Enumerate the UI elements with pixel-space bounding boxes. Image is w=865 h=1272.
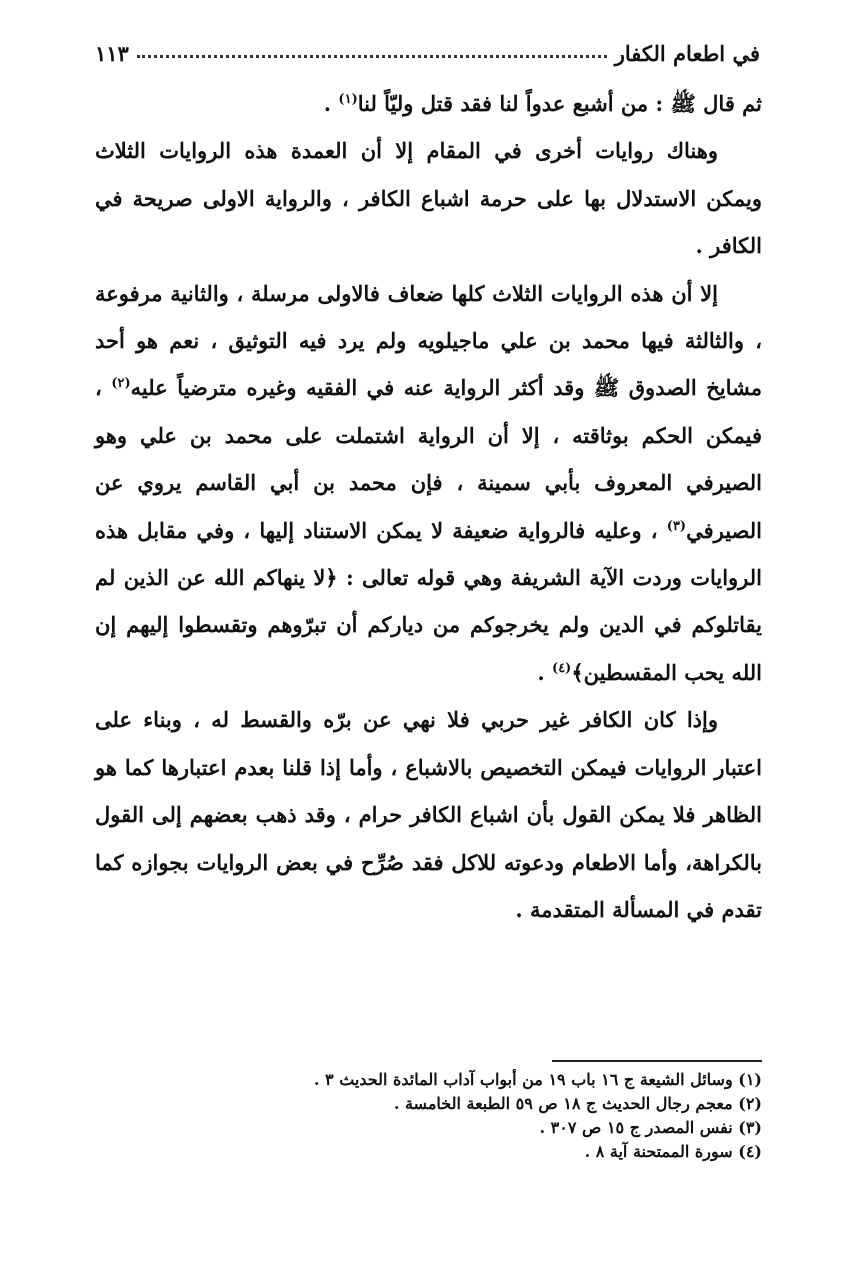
page-number: ١١٣ bbox=[95, 41, 129, 66]
quran-quote: ﴿لا ينهاكم الله عن الذين لم يقاتلوكم في الدين ولم يخرجوكم من دياركم أن تبرّوهم وتقسطوا إليهم إن الله يحب المقسطين﴾ bbox=[95, 565, 762, 685]
paragraph bbox=[95, 127, 762, 269]
paragraph-text: ، فيمكن الحكم بوثاقته ، إلا أن الرواية اشتملت على محمد بن علي وهو الصيرفي المعروف بأبي سمينة ، فإن محمد بن أبي القاسم يروي عن الصيرفي bbox=[95, 375, 762, 543]
paragraph-text: إلا أن هذه الروايات الثلاث كلها ضعاف فالاولى مرسلة ، والثانية مرفوعة ، والثالثة فيها محمد بن علي ماجيلويه ولم يرد فيه التوثيق ، نعم هو أحد مشايخ الصدوق ﷺ وقد أكثر الرواية عنه في الفقيه وغيره مترضياً عليه bbox=[95, 280, 762, 401]
footnote-ref: (٤) bbox=[552, 660, 572, 676]
footnote-ref: (٢) bbox=[111, 376, 131, 392]
paragraph bbox=[95, 270, 762, 697]
paragraph-text: وإذا كان الكافر غير حربي فلا نهي عن برّه والقسط له ، وبناء على اعتبار الروايات فيمكن التخصيص بالاشباع ، وأما إذا قلنا بعدم اعتبارها كما هو الظاهر فلا يمكن القول بأن اشباع الكافر حرام ، وقد ذهب بعضهم إلى القول بالكراهة، وأما الاطعام ودعوته للاكل فقد صُرِّح في بعض الروايات بجوازه كما تقدم في المسألة المتقدمة . bbox=[95, 707, 762, 922]
paragraph-text: وهناك روايات أخرى في المقام إلا أن العمدة هذه الروايات الثلاث ويمكن الاستدلال بها على حرمة اشباع الكافر ، والرواية الاولى صريحة في الكافر . bbox=[95, 138, 762, 259]
footnote: (١) وسائل الشيعة ج ١٦ باب ١٩ من أبواب آداب المائدة الحديث ٣ . bbox=[313, 1070, 762, 1089]
footnote: (٤) سورة الممتحنة آية ٨ . bbox=[584, 1142, 762, 1161]
paragraph-tail: . bbox=[323, 91, 339, 116]
footnotes bbox=[95, 1068, 762, 1164]
footnote-ref: (١) bbox=[338, 92, 358, 107]
dot-leader bbox=[137, 55, 607, 58]
running-header bbox=[95, 30, 760, 66]
footnote-separator bbox=[552, 1060, 762, 1062]
paragraph bbox=[95, 80, 762, 127]
paragraph-tail: . bbox=[537, 659, 553, 685]
paragraph-text: ، وعليه فالرواية ضعيفة لا يمكن الاستناد إليها ، وفي مقابل هذه الروايات وردت الآية الشريفة وهي قوله تعالى : bbox=[95, 517, 763, 591]
footnote: (٢) معجم رجال الحديث ج ١٨ ص ٥٩ الطبعة الخامسة . bbox=[393, 1094, 762, 1113]
footnote-ref: (٣) bbox=[666, 518, 687, 534]
paragraph-text: ثم قال ﷺ : من أشبع عدواً لنا فقد قتل وليّاً لنا bbox=[357, 91, 762, 116]
chapter-title: في اطعام الكفار bbox=[614, 41, 760, 66]
paragraph bbox=[95, 696, 762, 933]
main-text bbox=[95, 80, 762, 933]
footnote: (٣) نفس المصدر ج ١٥ ص ٣٠٧ . bbox=[539, 1118, 762, 1137]
